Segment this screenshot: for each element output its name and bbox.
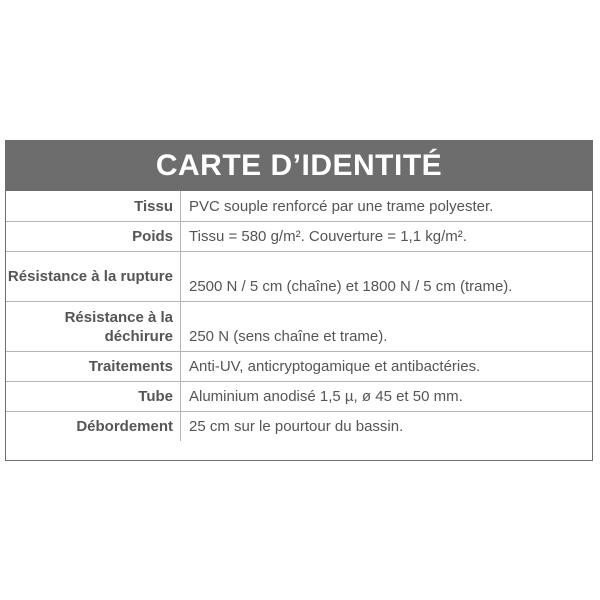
row-value: Aluminium anodisé 1,5 µ, ø 45 et 50 mm. [189, 388, 463, 405]
row-value: Tissu = 580 g/m². Couverture = 1,1 kg/m². [189, 228, 467, 245]
row-value: 250 N (sens chaîne et trame). [189, 328, 388, 345]
row-value: Anti-UV, anticryptogamique et antibactéries. [189, 358, 481, 375]
row-value: 2500 N / 5 cm (chaîne) et 1800 N / 5 cm (trame). [189, 278, 513, 295]
row-label: Débordement [6, 412, 181, 441]
table-row-tube [6, 381, 592, 411]
row-value: PVC souple renforcé par une trame polyester. [189, 197, 494, 215]
table-row-tissu [6, 191, 592, 221]
row-value: 25 cm sur le pourtour du bassin. [189, 418, 404, 435]
card-title: CARTE D’IDENTITÉ [6, 141, 592, 191]
row-label: Tissu [6, 191, 181, 221]
row-label: Traitements [6, 352, 181, 381]
spec-table [6, 191, 592, 441]
table-row-traitements [6, 351, 592, 381]
row-label: Résistance à la déchirure [6, 302, 181, 351]
table-row-debordement [6, 411, 592, 441]
row-label: Poids [6, 222, 181, 251]
spec-card [5, 140, 593, 461]
row-label: Résistance à la rupture [6, 252, 181, 301]
row-label: Tube [6, 382, 181, 411]
table-row-poids [6, 221, 592, 251]
table-row-resistance-dechirure [6, 301, 592, 351]
table-row-resistance-rupture [6, 251, 592, 301]
